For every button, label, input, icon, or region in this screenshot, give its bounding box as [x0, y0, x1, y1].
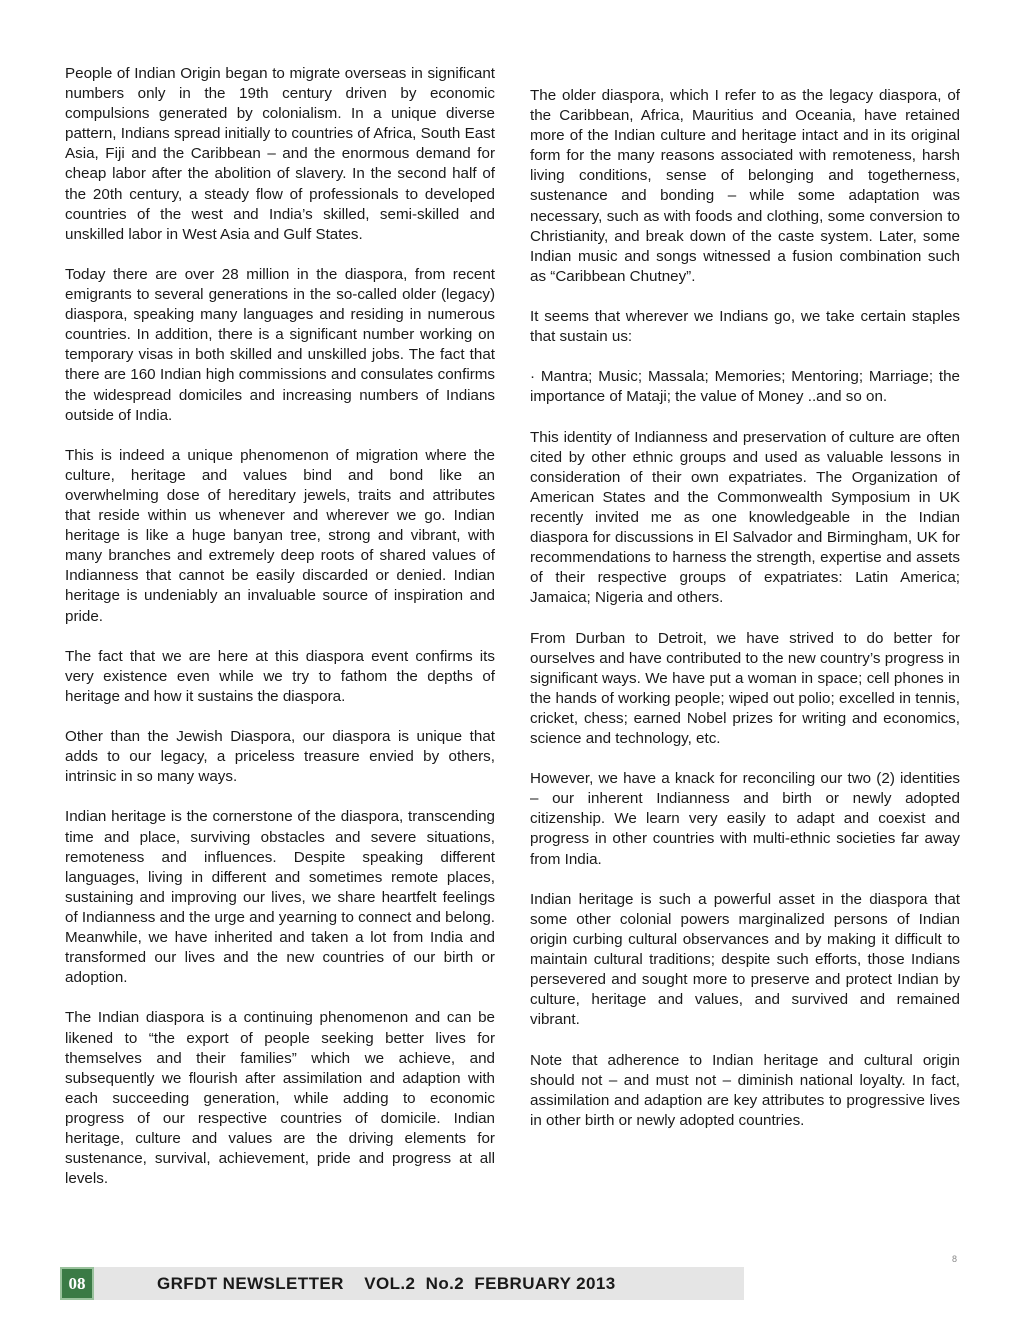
paragraph: This is indeed a unique phenomenon of migration where the culture, heritage and values bind and bond like an overwhelming dose of hereditary jewels, traits and attributes that reside within us whenever and wherever we go. Indian heritage is like a huge banyan tree, strong and vibrant, with many branches and extremely deep roots of shared values of Indianness that cannot be easily discarded or denied. Indian heritage is undeniably an invaluable source of inspiration and pride. [65, 446, 495, 625]
right-column [530, 86, 960, 1151]
paragraph: This identity of Indianness and preservation of culture are often cited by other ethnic groups and used as valuable lessons in consideration of their own expatriates. The Organization of American States and the Commonwealth Symposium in UK recently invited me as one knowledgeable in the Indian diaspora for discussions in El Salvador and Birmingham, UK for recommendations to harness the strength, expertise and assets of their respective groups of expatriates: Latin America; Jamaica; Nigeria and others. [530, 428, 960, 607]
paragraph: Indian heritage is such a powerful asset in the diaspora that some other colonial powers marginalized persons of Indian origin curbing cultural observances and by making it difficult to maintain cultural traditions; despite such efforts, those Indians persevered and sought more to preserve and protect Indian by culture, heritage and values, and survived and remained vibrant. [530, 890, 960, 1029]
left-column [65, 64, 495, 1209]
paragraph: From Durban to Detroit, we have strived to do better for ourselves and have contributed to the new country’s progress in significant ways. We have put a woman in space; cell phones in the hands of working people; wiped out polio; excelled in tennis, cricket, chess; earned Nobel prizes for writing and economics, science and technology, etc. [530, 629, 960, 747]
paragraph: Indian heritage is the cornerstone of the diaspora, transcending time and place, surviving obstacles and severe situations, remoteness and influences. Despite speaking different languages, living in different and sometimes remote places, sustaining and improving our lives, we share heartfelt feelings of Indianness and the urge and yearning to connect and belong. Meanwhile, we have inherited and taken a lot from India and transformed our lives and the new countries of our birth or adoption. [65, 808, 495, 987]
paragraph: The Indian diaspora is a continuing phenomenon and can be likened to “the export of people seeking better lives for themselves and their families” which we achieve, and subsequently we flourish after assimilation and adaption with each succeeding generation, while adding to economic progress of our respective countries of domicile. Indian heritage, culture and values are the driving elements for sustenance, survival, achievement, pride and progress at all levels. [65, 1009, 495, 1188]
paragraph: Other than the Jewish Diaspora, our diaspora is unique that adds to our legacy, a priceless treasure envied by others, intrinsic in so many ways. [65, 728, 495, 786]
bullet-list-item: · Mantra; Music; Massala; Memories; Mentoring; Marriage; the importance of Mataji; the value of Money ..and so on. [530, 368, 960, 406]
newsletter-footer-title: GRFDT NEWSLETTER VOL.2 No.2 FEBRUARY 2013 [157, 1274, 616, 1293]
page-number-badge: 08 [60, 1267, 94, 1300]
paragraph: However, we have a knack for reconciling our two (2) identities – our inherent Indianness and birth or newly adopted citizenship. We learn very easily to adapt and coexist and progress in other countries with multi-ethnic societies far away from India. [530, 770, 960, 868]
paragraph: It seems that wherever we Indians go, we take certain staples that sustain us: [530, 308, 960, 346]
page-mark: 8 [952, 1254, 958, 1264]
paragraph: The fact that we are here at this diaspora event confirms its very existence even while we try to fathom the depths of heritage and how it sustains the diaspora. [65, 647, 495, 705]
paragraph: Today there are over 28 million in the diaspora, from recent emigrants to several generations in the so-called older (legacy) diaspora, speaking many languages and residing in numerous countries. In addition, there is a significant number working on temporary visas in both skilled and unskilled jobs. The fact that there are 160 Indian high commissions and consulates confirms the widespread domiciles and increasing numbers of Indians outside of India. [65, 265, 495, 424]
paragraph: Note that adherence to Indian heritage and cultural origin should not – and must not – diminish national loyalty. In fact, assimilation and adaption are key attributes to progressive lives in other birth or newly adopted countries. [530, 1051, 960, 1129]
paragraph: People of Indian Origin began to migrate overseas in significant numbers only in the 19th century driven by economic compulsions generated by colonialism. In a unique diverse pattern, Indians spread initially to countries of Africa, South East Asia, Fiji and the Caribbean – and the enormous demand for cheap labor after the abolition of slavery. In the second half of the 20th century, a steady flow of professionals to developed countries of the west and India’s skilled, semi-skilled and unskilled labor in West Asia and Gulf States. [65, 65, 495, 243]
paragraph: The older diaspora, which I refer to as the legacy diaspora, of the Caribbean, Africa, Mauritius and Oceania, have retained more of the Indian culture and heritage intact and in its original form for the many reasons associated with remoteness, harsh living conditions, sense of belonging and togetherness, sustenance and bonding – while some adaptation was necessary, such as with foods and clothing, some conversion to Christianity, and break down of the caste system. Later, some Indian music and songs witnessed a fusion combination such as “Caribbean Chutney”. [530, 87, 960, 285]
